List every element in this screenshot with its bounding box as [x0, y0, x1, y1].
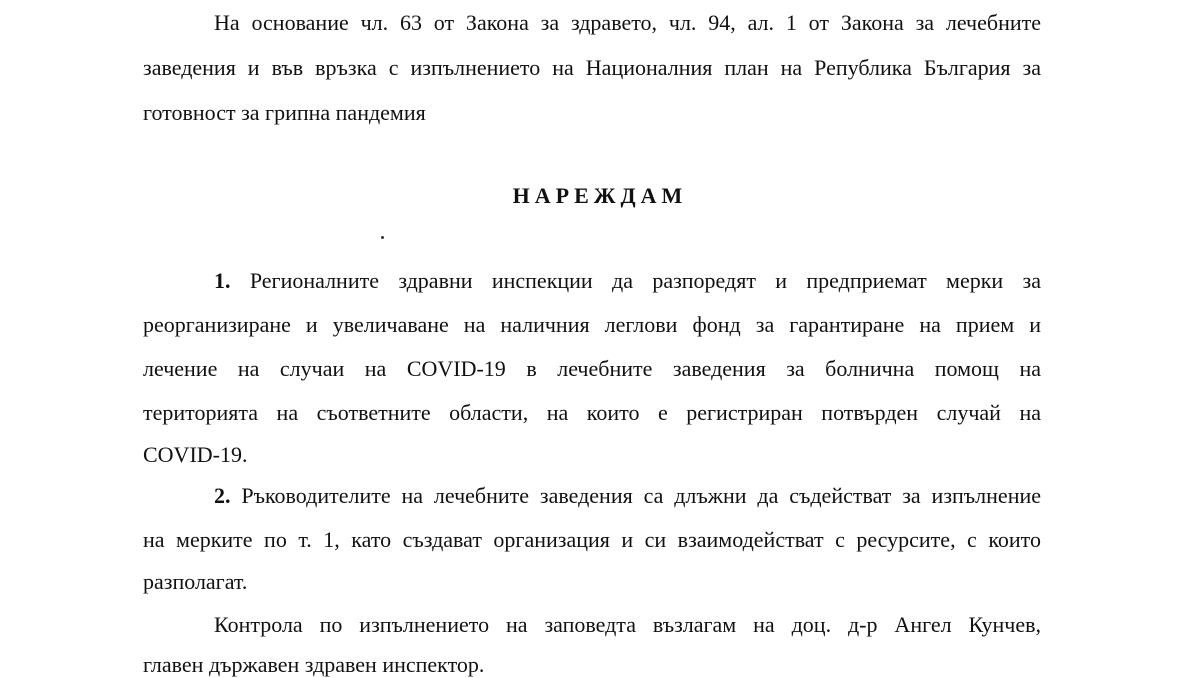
item-1-line-5: COVID-19. — [143, 442, 248, 467]
item-1-line-1 — [214, 268, 1041, 294]
item-1-line-4: територията на съответните области, на които е регистриран потвърден случай на — [143, 400, 1041, 425]
item-2-line-1 — [214, 483, 1041, 509]
item-2-line-3: разполагат. — [143, 569, 248, 594]
control-line-2: главен държавен здравен инспектор. — [143, 652, 485, 677]
item-2-text: Ръководителите на лечебните заведения са длъжни да съдействат за изпълнение — [241, 483, 1041, 508]
preamble-line-3: готовност за грипна пандемия — [143, 100, 426, 125]
item-1-text: Регионалните здравни инспекции да разпоредят и предприемат мерки за — [249, 268, 1041, 293]
order-heading: НАРЕЖДАМ — [512, 183, 688, 208]
stray-dot-mark — [381, 236, 384, 239]
item-1-line-3: лечение на случаи на COVID-19 в лечебните заведения за болнична помощ на — [143, 356, 1041, 381]
preamble-line-2: заведения и във връзка с изпълнението на Националния план на Република България за — [143, 55, 1041, 80]
item-1-number: 1. — [214, 268, 231, 293]
item-2-number: 2. — [214, 483, 231, 508]
item-1-line-2: реорганизиране и увеличаване на наличния леглови фонд за гарантиране на прием и — [143, 312, 1041, 337]
control-line-1: Контрола по изпълнението на заповедта възлагам на доц. д-р Ангел Кунчев, — [214, 612, 1041, 637]
item-2-line-2: на мерките по т. 1, като създават организация и си взаимодействат с ресурсите, с които — [143, 527, 1041, 552]
preamble-line-1: На основание чл. 63 от Закона за здравето, чл. 94, ал. 1 от Закона за лечебните — [214, 10, 1041, 35]
